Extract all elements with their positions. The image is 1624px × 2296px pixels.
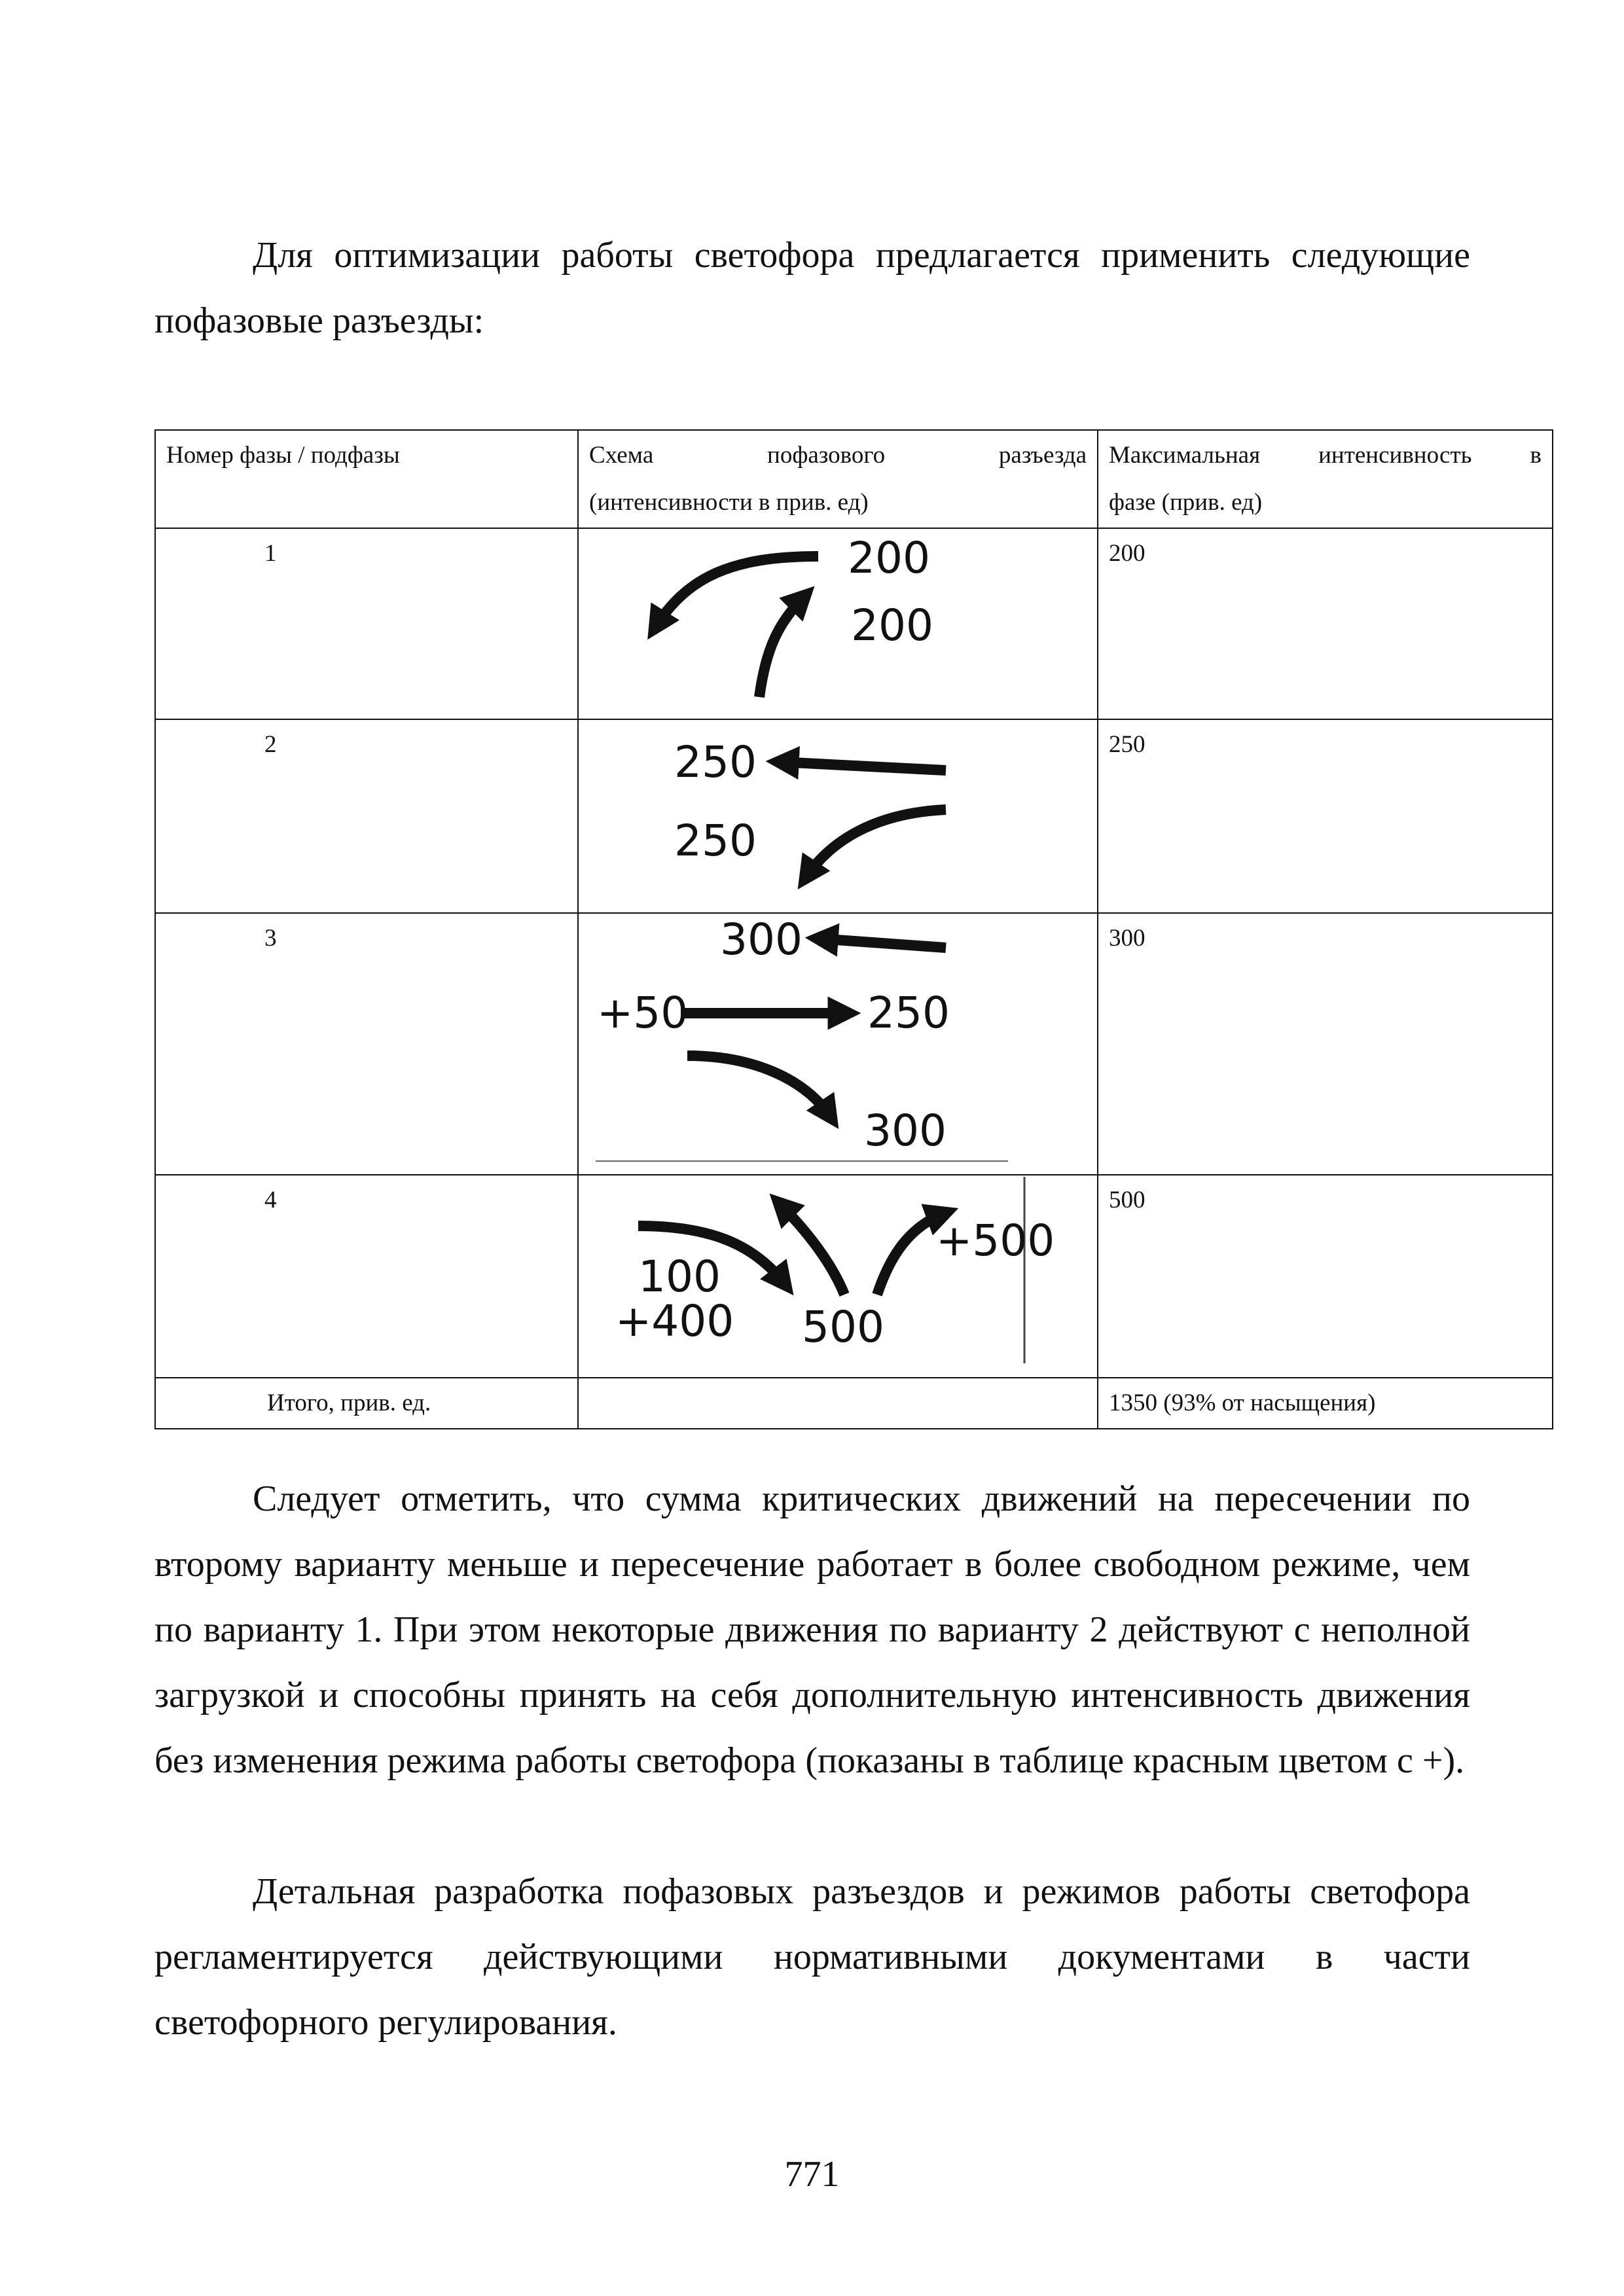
- phase-scheme-cell: [578, 719, 1098, 913]
- table-row: [155, 913, 1553, 1175]
- left-turn-arrow-icon: [655, 556, 818, 628]
- straight-left-arrow-icon: [818, 939, 946, 948]
- intro-paragraph: Для оптимизации работы светофора предлагается применить следующие пофазовые разъезды:: [154, 235, 1470, 341]
- header-max-line1: Максимальная интенсивность в: [1109, 442, 1542, 469]
- phase-table: [154, 429, 1553, 1429]
- phase-2-diagram: [589, 721, 1087, 910]
- total-empty-cell: [578, 1378, 1098, 1429]
- phase-number-cell: 1: [155, 528, 578, 719]
- phase-label: +50: [597, 988, 689, 1038]
- phase-label: 250: [867, 988, 950, 1038]
- header-max-line2: фазе (прив. ед): [1109, 489, 1263, 516]
- table-row: [155, 528, 1553, 719]
- phase-3-diagram: [589, 915, 1087, 1172]
- phase-label: +400: [615, 1296, 734, 1346]
- phase-max-cell: 200: [1098, 528, 1553, 719]
- right-turn-arrow-icon: [687, 1056, 831, 1118]
- phase-1-diagram: [589, 530, 1087, 716]
- phase-number-cell: 3: [155, 913, 578, 1175]
- phase-label: 300: [864, 1105, 947, 1156]
- header-scheme: [578, 430, 1098, 528]
- table-total-row: [155, 1378, 1553, 1429]
- header-max-intensity: [1098, 430, 1553, 528]
- detail-paragraph: Детальная разработка пофазовых разъездов и режимов работы светофора регламентируется действующими нормативными документами в части светофорного регулирования.: [154, 1871, 1470, 2043]
- header-phase-number: Номер фазы / подфазы: [155, 430, 578, 528]
- phase-label: 250: [674, 737, 757, 787]
- straight-left-arrow-icon: [779, 762, 946, 770]
- table-header-row: [155, 430, 1553, 528]
- total-value: 1350 (93% от насыщения): [1098, 1378, 1553, 1429]
- phase-label: 500: [802, 1302, 884, 1352]
- page-number: 771: [784, 2154, 840, 2195]
- phase-number-cell: 4: [155, 1175, 578, 1378]
- header-scheme-line1: Схема пофазового разъезда: [589, 442, 1087, 469]
- phase-max-cell: 250: [1098, 719, 1553, 913]
- left-turn-arrow-icon: [805, 810, 946, 878]
- phase-label: 100: [638, 1251, 721, 1302]
- phase-number-cell: 2: [155, 719, 578, 913]
- phase-label: +500: [936, 1215, 1055, 1266]
- phase-label: 250: [674, 816, 757, 866]
- table-row: [155, 1175, 1553, 1378]
- phase-label: 200: [848, 533, 930, 583]
- phase-label: 300: [720, 915, 803, 965]
- total-label: Итого, прив. ед.: [155, 1378, 578, 1429]
- main-paragraph: Следует отметить, что сумма критических движений на пересечении по второму варианту меньше и пересечение работает в более свободном режиме, чем по варианту 1. При этом некоторые движения по варианту 2 действуют с неполной загрузкой и способны принять на себя дополнительную интенсивность движения без изменения режима работы светофора (показаны в таблице красным цветом с +).: [154, 1479, 1470, 1781]
- phase-scheme-cell: [578, 528, 1098, 719]
- phase-max-cell: 300: [1098, 913, 1553, 1175]
- table-row: [155, 719, 1553, 913]
- phase-4-diagram: [589, 1177, 1087, 1374]
- phase-scheme-cell: [578, 1175, 1098, 1378]
- header-scheme-line2: (интенсивности в прив. ед): [589, 489, 869, 516]
- phase-max-cell: 500: [1098, 1175, 1553, 1378]
- phase-scheme-cell: [578, 913, 1098, 1175]
- right-turn-arrow-icon: [759, 596, 805, 697]
- phase-label: 200: [851, 600, 933, 651]
